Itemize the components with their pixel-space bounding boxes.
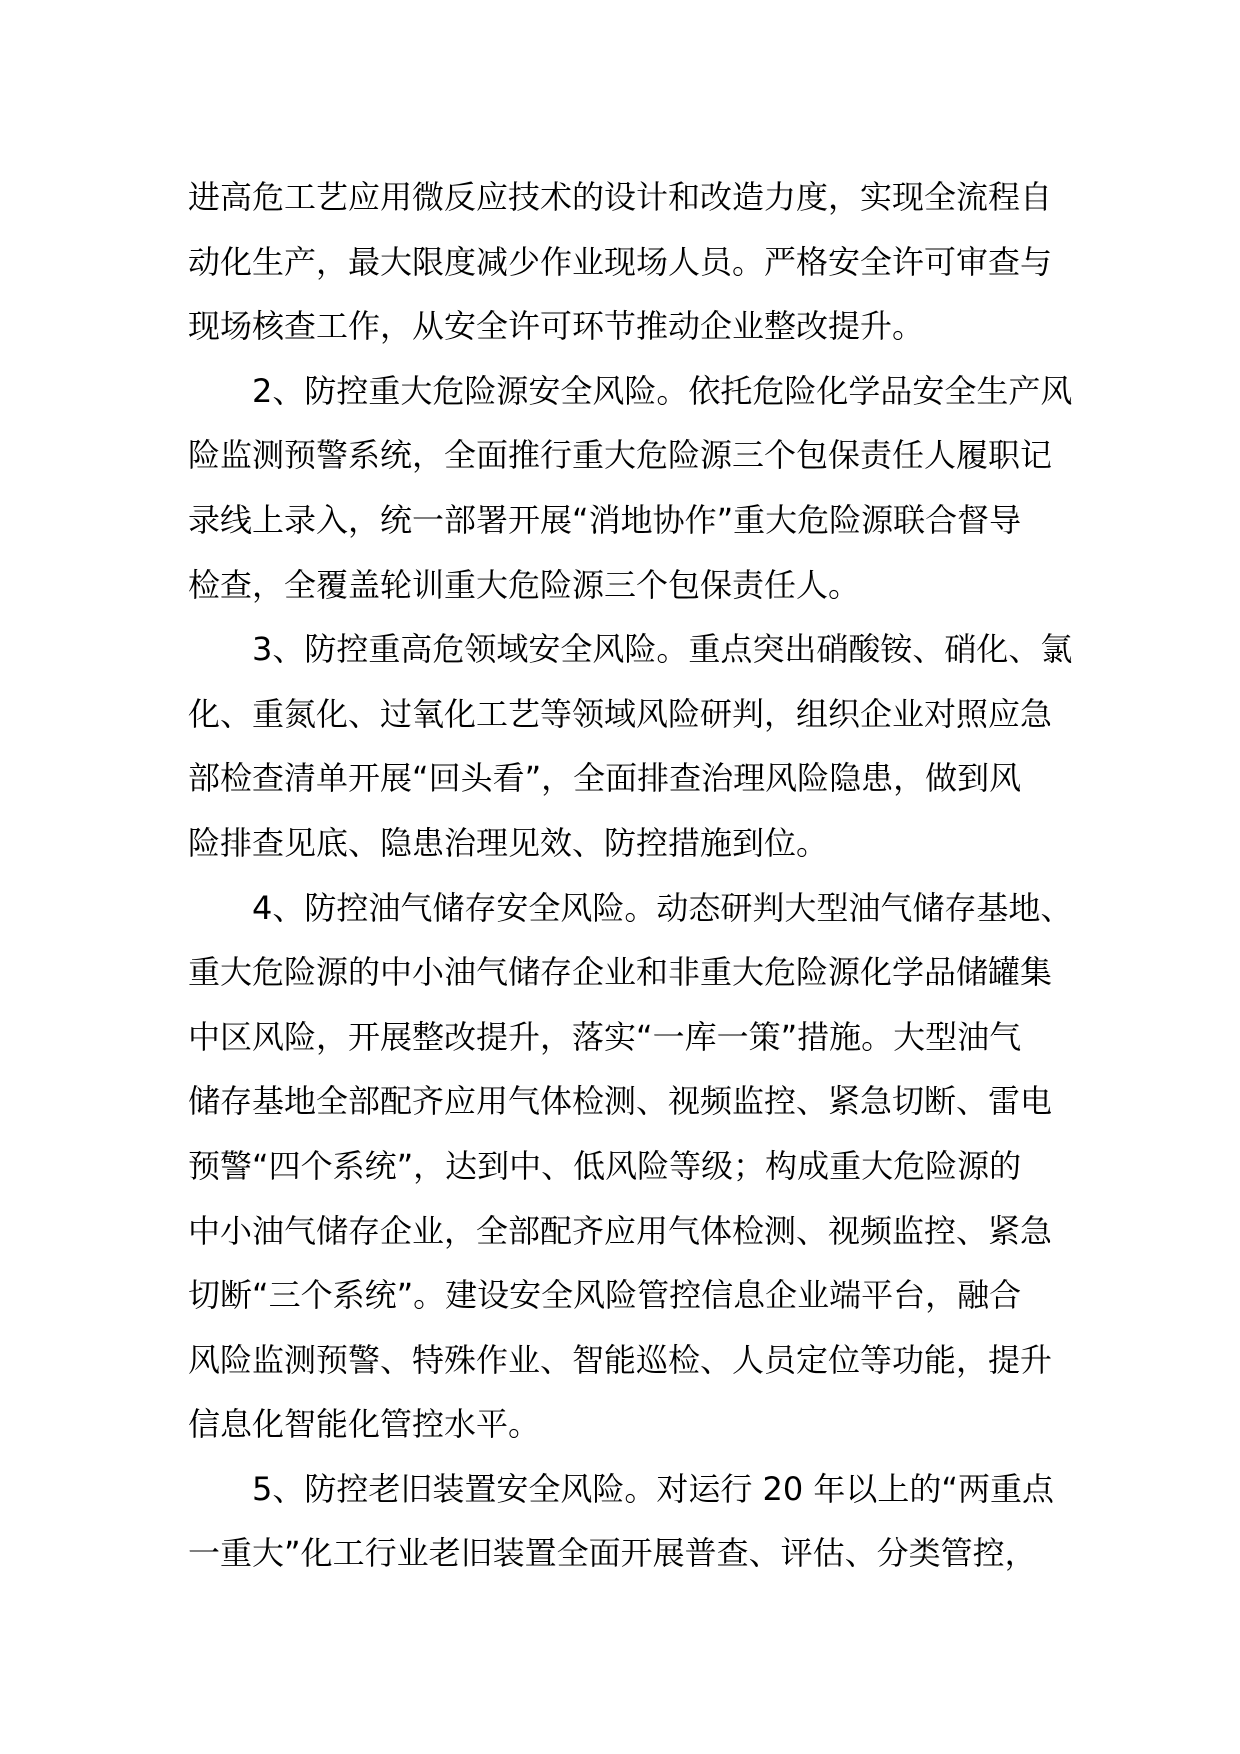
- body-line: 一重大”化工行业老旧装置全面开展普查、评估、分类管控，: [188, 1534, 1037, 1573]
- body-line: 化、重氮化、过氧化工艺等领域风险研判，组织企业对照应急: [188, 694, 1053, 733]
- paragraph-2-start: 2、防控重大危险源安全风险。依托危险化学品安全生产风: [252, 371, 1073, 410]
- body-line: 重大危险源的中小油气储存企业和非重大危险源化学品储罐集: [188, 953, 1053, 992]
- body-line: 切断“三个系统”。建设安全风险管控信息企业端平台，融合: [188, 1276, 1022, 1315]
- body-line: 中区风险，开展整改提升，落实“一库一策”措施。大型油气: [188, 1017, 1022, 1056]
- body-line: 部检查清单开展“回头看”，全面排查治理风险隐患，做到风: [188, 759, 1022, 798]
- document-body: [188, 165, 1073, 1586]
- body-line: 现场核查工作，从安全许可环节推动企业整改提升。: [188, 307, 925, 346]
- body-line: 险排查见底、隐患治理见效、防控措施到位。: [188, 823, 829, 862]
- body-line: 进高危工艺应用微反应技术的设计和改造力度，实现全流程自: [188, 178, 1053, 216]
- body-line: 动化生产，最大限度减少作业现场人员。严格安全许可审查与: [188, 242, 1053, 281]
- body-line: 检查，全覆盖轮训重大危险源三个包保责任人。: [188, 565, 861, 604]
- body-line: 风险监测预警、特殊作业、智能巡检、人员定位等功能，提升: [188, 1340, 1053, 1379]
- body-line: 信息化智能化管控水平。: [188, 1405, 541, 1444]
- body-line: 储存基地全部配齐应用气体检测、视频监控、紧急切断、雷电: [188, 1082, 1053, 1121]
- body-line: 录线上录入，统一部署开展“消地协作”重大危险源联合督导: [188, 500, 1022, 539]
- body-line: 中小油气储存企业，全部配齐应用气体检测、视频监控、紧急: [188, 1211, 1053, 1250]
- body-line: 险监测预警系统，全面推行重大危险源三个包保责任人履职记: [188, 436, 1053, 475]
- body-line: 预警“四个系统”，达到中、低风险等级；构成重大危险源的: [188, 1146, 1022, 1185]
- paragraph-5-start: 5、防控老旧装置安全风险。对运行 20 年以上的“两重点: [252, 1469, 1055, 1508]
- paragraph-4-start: 4、防控油气储存安全风险。动态研判大型油气储存基地、: [252, 888, 1073, 927]
- paragraph-3-start: 3、防控重高危领域安全风险。重点突出硝酸铵、硝化、氯: [252, 630, 1073, 669]
